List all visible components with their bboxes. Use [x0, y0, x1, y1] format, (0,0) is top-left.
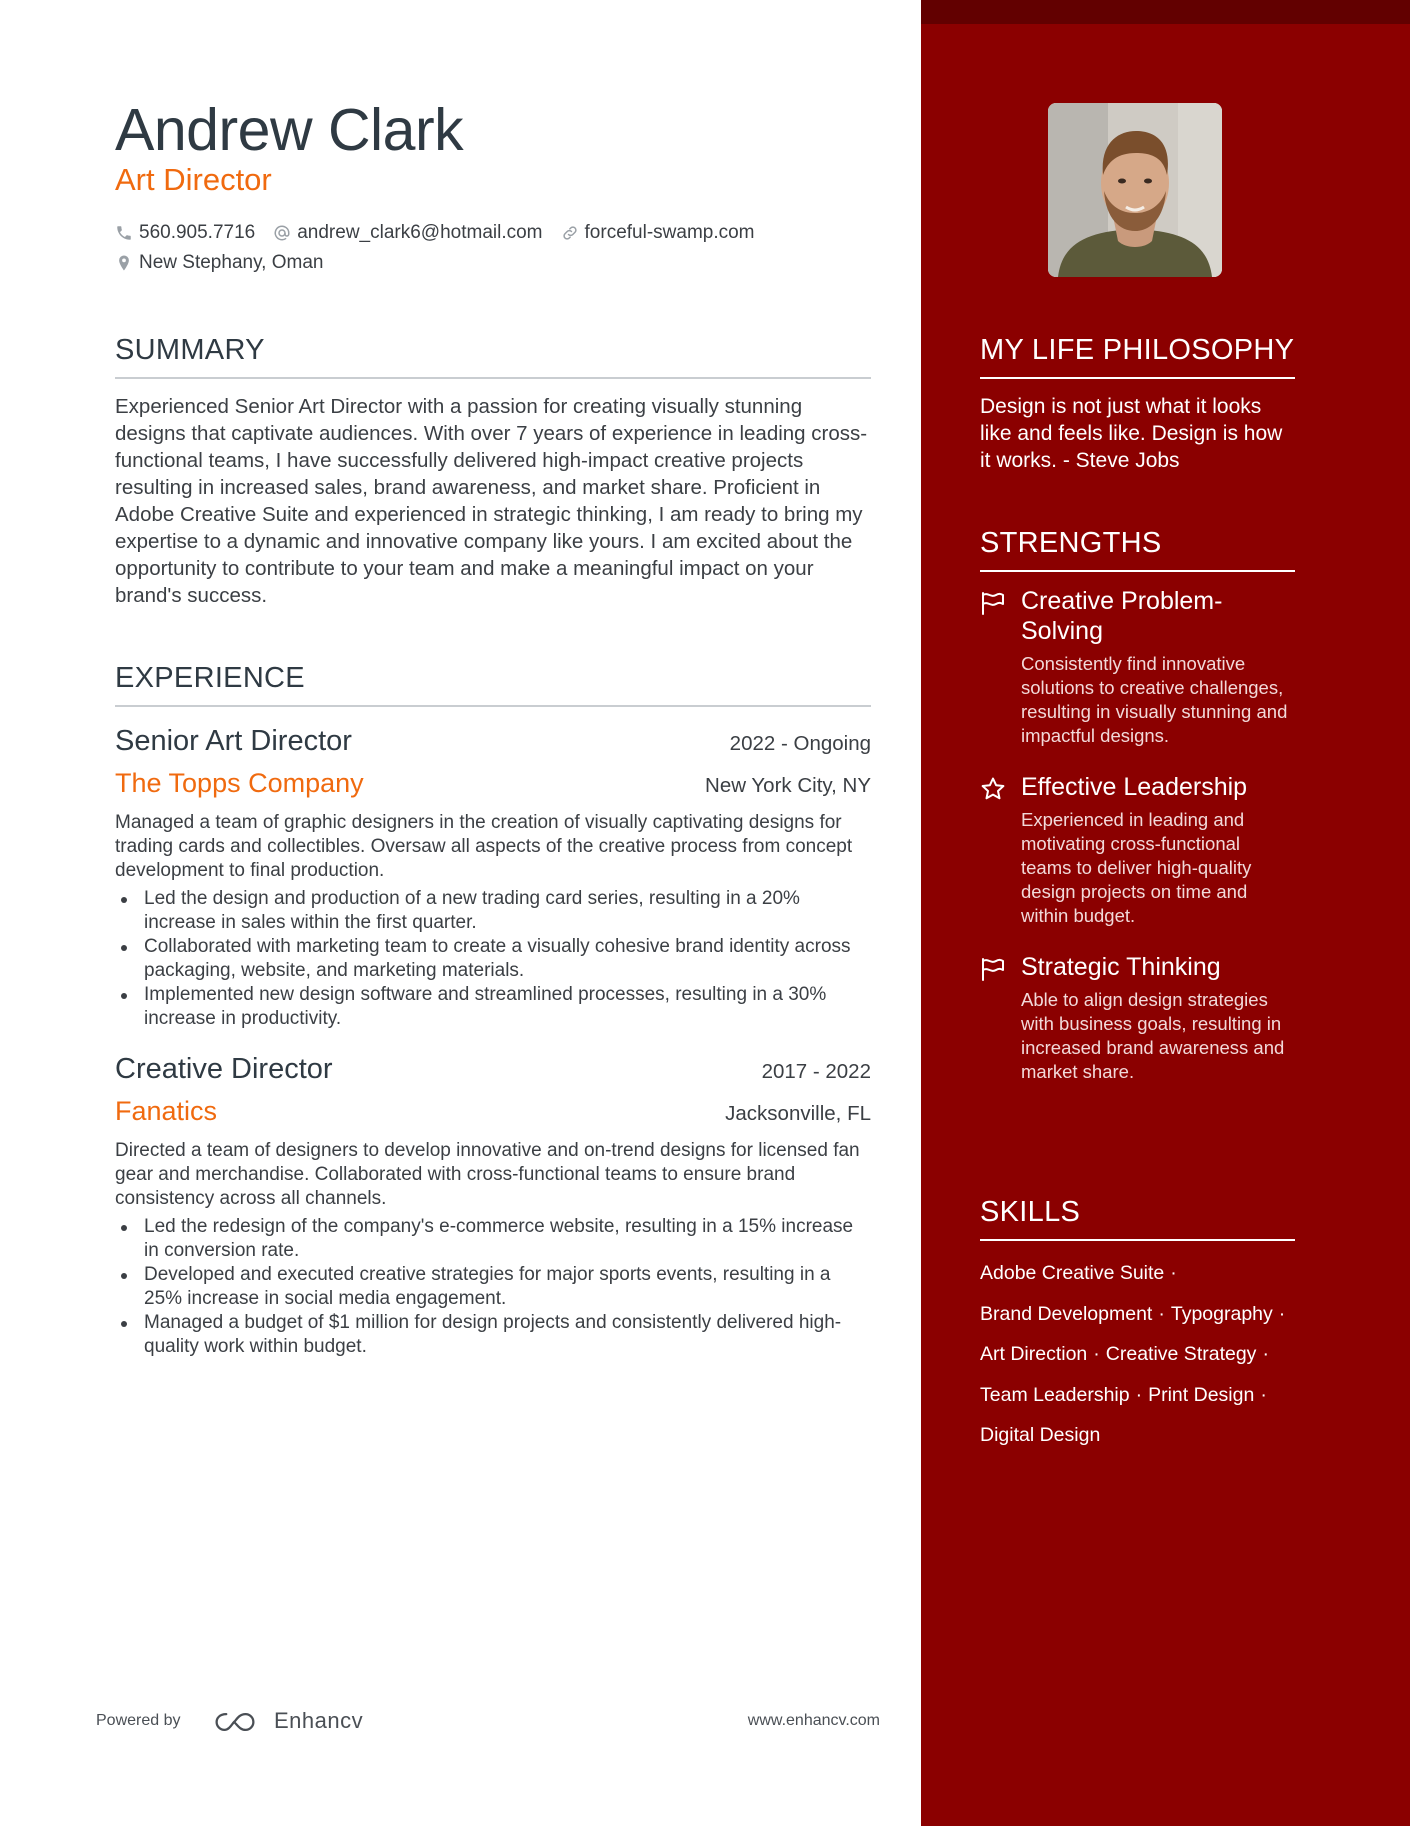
avatar-illustration — [1048, 103, 1222, 277]
job-location: New York City, NY — [705, 774, 871, 797]
skill-tag: Creative Strategy — [1105, 1343, 1257, 1365]
strength-description: Experienced in leading and motivating cross-functional teams to deliver high-quality design projects on time and within budget. — [1021, 809, 1252, 926]
job-dates: 2022 - Ongoing — [729, 732, 871, 755]
experience-section — [115, 662, 871, 1359]
strengths-section — [980, 527, 1295, 1084]
philosophy-section — [980, 334, 1295, 474]
skills-list — [980, 1253, 1295, 1456]
skill-separator: · — [1260, 1383, 1267, 1406]
email-contact[interactable] — [273, 222, 542, 244]
skill-tag: Adobe Creative Suite — [980, 1262, 1165, 1284]
job-header — [115, 725, 871, 758]
job-dates: 2017 - 2022 — [761, 1060, 871, 1083]
skills-line — [980, 1253, 1295, 1294]
powered-by-text: Powered by — [96, 1712, 181, 1729]
enhancv-logo-icon[interactable] — [214, 1708, 256, 1736]
skill-tag: Digital Design — [980, 1424, 1101, 1446]
skill-tag: Print Design — [1148, 1383, 1255, 1406]
skills-line — [980, 1415, 1295, 1456]
summary-section — [115, 334, 871, 609]
phone-icon — [115, 224, 133, 242]
job-bullet: Implemented new design software and streamlined processes, resulting in a 30% increase in productivity. — [115, 983, 871, 1031]
summary-title: SUMMARY — [115, 334, 871, 379]
link-icon — [561, 224, 579, 242]
strength-item — [980, 772, 1295, 928]
strength-description: Consistently find innovative solutions to creative challenges, resulting in visually stunning and impactful designs. — [1021, 653, 1288, 746]
skills-title: SKILLS — [980, 1196, 1295, 1241]
skill-separator: · — [1170, 1262, 1177, 1284]
sidebar-top-bar — [921, 0, 1410, 24]
enhancv-brand[interactable]: Enhancv — [274, 1708, 364, 1733]
email-text: andrew_clark6@hotmail.com — [297, 222, 543, 243]
skill-separator: · — [1093, 1343, 1100, 1365]
star-icon — [980, 776, 1006, 802]
location-contact — [115, 252, 323, 274]
summary-text: Experienced Senior Art Director with a passion for creating visually stunning designs that captivate audiences. With over 7 years of experience in leading cross-functional teams, I have successfully delivered high-impact creative projects resulting in increased sales, brand awareness, and market share. Proficient in Adobe Creative Suite and experienced in strategic thinking, I am ready to bring my expertise to a dynamic and innovative company like yours. I am excited about the opportunity to contribute to your team and make a meaningful impact on your brand's success. — [115, 395, 868, 607]
website-contact[interactable] — [561, 222, 755, 244]
job-header — [115, 1053, 871, 1086]
skills-line — [980, 1294, 1295, 1335]
flag-icon — [980, 956, 1006, 982]
strength-item — [980, 952, 1295, 1084]
job-bullets — [115, 1215, 871, 1359]
job-description: Directed a team of designers to develop innovative and on-trend designs for licensed fan gear and merchandise. Collaborated with cross-functional teams to ensure brand consistency across all channels. — [115, 1140, 860, 1209]
job-title: Senior Art Director — [115, 725, 352, 757]
skill-separator: · — [1135, 1383, 1143, 1406]
philosophy-quote: Design is not just what it looks like and feels like. Design is how it works. - Steve Jobs — [980, 395, 1283, 472]
skill-tag: Brand Development — [980, 1302, 1153, 1325]
skill-separator: · — [1278, 1302, 1286, 1325]
strengths-title: STRENGTHS — [980, 527, 1295, 572]
enhancv-url[interactable]: www.enhancv.com — [747, 1712, 880, 1729]
contact-row-2 — [115, 248, 871, 278]
strength-title: Strategic Thinking — [1021, 953, 1221, 981]
philosophy-title: MY LIFE PHILOSOPHY — [980, 334, 1295, 379]
job-entry — [115, 725, 871, 1031]
job-bullet: Collaborated with marketing team to create a visually cohesive brand identity across packaging, website, and marketing materials. — [115, 935, 871, 983]
profile-photo — [1048, 103, 1222, 277]
skill-tag: Typography — [1170, 1302, 1273, 1325]
job-company: The Topps Company — [115, 768, 364, 798]
job-company: Fanatics — [115, 1096, 218, 1126]
candidate-role: Art Director — [115, 162, 272, 197]
contact-row-1 — [115, 218, 871, 248]
skill-tag: Team Leadership — [980, 1383, 1130, 1406]
strength-title: Creative Problem-Solving — [1021, 587, 1223, 645]
location-text: New Stephany, Oman — [139, 252, 324, 273]
skills-section — [980, 1196, 1295, 1456]
location-pin-icon — [115, 254, 133, 272]
footer — [96, 1708, 880, 1738]
job-bullets — [115, 887, 871, 1031]
job-bullet: Developed and executed creative strategies for major sports events, resulting in a 25% increase in social media engagement. — [115, 1263, 871, 1311]
job-title: Creative Director — [115, 1053, 333, 1085]
skills-line — [980, 1334, 1295, 1375]
strength-description: Able to align design strategies with business goals, resulting in increased brand awareness and market share. — [1021, 989, 1285, 1082]
strengths-list — [980, 586, 1295, 1084]
contact-info — [115, 218, 871, 278]
phone-text: 560.905.7716 — [139, 222, 256, 243]
strength-item — [980, 586, 1295, 748]
job-bullet: Managed a budget of $1 million for design projects and consistently delivered high-quality work within budget. — [115, 1311, 871, 1359]
skill-separator: · — [1158, 1302, 1165, 1325]
strength-title: Effective Leadership — [1021, 773, 1248, 801]
sidebar — [921, 0, 1410, 1826]
job-description: Managed a team of graphic designers in the creation of visually captivating designs for trading cards and collectibles. Oversaw all aspects of the creative process from concept development to final production. — [115, 812, 853, 881]
flag-icon — [980, 590, 1006, 616]
job-bullet: Led the design and production of a new trading card series, resulting in a 20% increase in sales within the first quarter. — [115, 887, 871, 935]
website-text: forceful-swamp.com — [584, 222, 755, 243]
experience-title: EXPERIENCE — [115, 662, 871, 707]
job-bullet: Led the redesign of the company's e-commerce website, resulting in a 15% increase in conversion rate. — [115, 1215, 871, 1263]
job-entry — [115, 1053, 871, 1359]
skill-separator: · — [1262, 1343, 1269, 1365]
job-subheader — [115, 1096, 871, 1127]
at-icon — [273, 224, 291, 242]
skills-line — [980, 1375, 1295, 1416]
phone-contact[interactable] — [115, 222, 255, 244]
skill-tag: Art Direction — [980, 1343, 1088, 1365]
job-subheader — [115, 768, 871, 799]
candidate-name: Andrew Clark — [115, 97, 464, 163]
job-location: Jacksonville, FL — [725, 1102, 871, 1125]
